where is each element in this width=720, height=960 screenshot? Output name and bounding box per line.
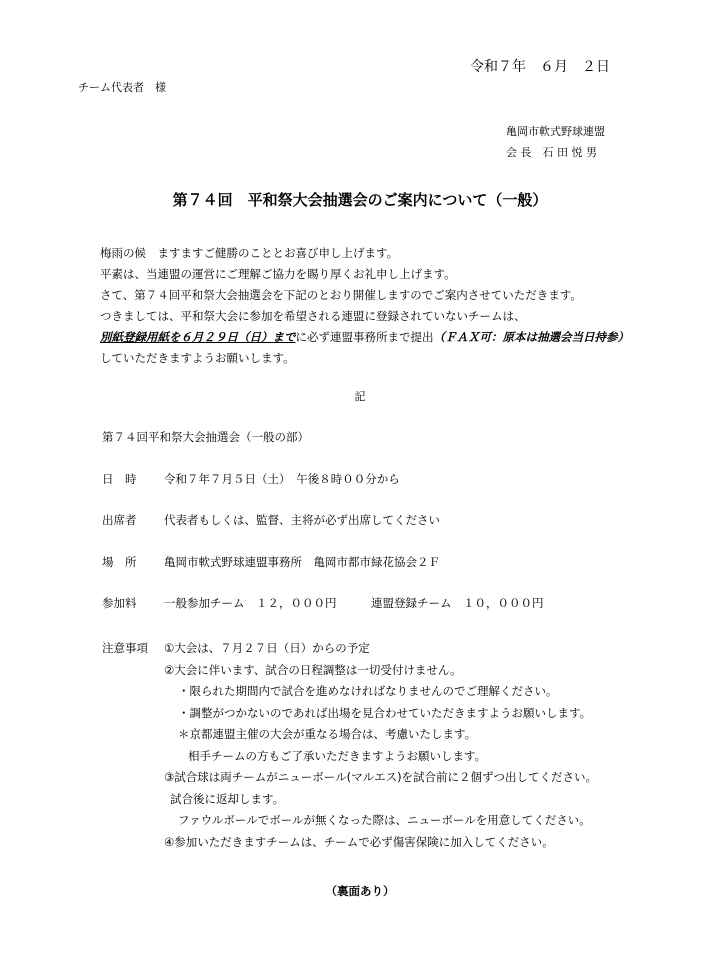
note-subitem: ファウルボールでボールが無くなった際は、ニューボールを用意してください。 (178, 813, 591, 827)
deadline-emphasis: 別紙登録用紙を６月２９日（日）まで (100, 330, 296, 344)
detail-attendee (102, 515, 440, 527)
intro-line-deadline (100, 327, 629, 348)
note-item: ④参加いただきますチームは、チームで必ず傷害保険に加入してください。 (164, 834, 554, 849)
sender-organization: 亀岡市軟式野球連盟 (506, 125, 605, 138)
intro-line: さて、第７４回平和祭大会抽選会を下記のとおり開催しますのでご案内させていただきます。 (100, 288, 582, 302)
detail-fee (102, 598, 544, 610)
detail-label: 参加料 (102, 596, 137, 610)
intro-line: していただきますようお願いします。 (100, 351, 295, 365)
event-title: 第７４回平和祭大会抽選会（一般の部） (102, 430, 309, 444)
note-item: ①大会は、７月２７日（日）からの予定 (164, 641, 370, 655)
detail-label: 場 所 (102, 555, 137, 569)
note-item: ②大会に伴います、試合の日程調整は一切受付けません。 (164, 662, 462, 677)
detail-place (102, 557, 440, 569)
note-subitem: ・調整がつかないのであれば出場を見合わせていただきますようお願いします。 (178, 705, 592, 720)
note-subitem: ＊京都連盟主催の大会が重なる場合は、考慮いたします。 (178, 727, 477, 741)
reverse-side-note: （裏面あり） (325, 884, 395, 898)
detail-value: 亀岡市軟式野球連盟事務所 亀岡市都市緑花協会２Ｆ (164, 555, 440, 569)
detail-label: 日 時 (102, 472, 137, 486)
sender-chair: 会 長 石 田 悦 男 (506, 146, 597, 159)
ki-heading: 記 (354, 390, 366, 403)
addressee: チーム代表者 様 (78, 81, 166, 94)
detail-value: 令和７年７月５日（土） 午後８時００分から (164, 472, 400, 486)
intro-paragraph (100, 243, 629, 369)
document-date: 令和７年 ６月 ２日 (470, 59, 610, 75)
document-title: 第７４回 平和祭大会抽選会のご案内について（一般） (172, 191, 548, 209)
intro-line: 平素は、当連盟の運営にご理解ご協力を賜り厚くお礼申し上げます。 (100, 267, 456, 281)
detail-value: 代表者もしくは、監督、主将が必ず出席してください (164, 513, 440, 527)
sender-block (506, 121, 605, 163)
detail-datetime (102, 474, 400, 486)
notes-section (102, 638, 597, 853)
note-subitem: 試合後に返却します。 (170, 791, 285, 806)
notes-label: 注意事項 (102, 641, 148, 655)
note-item: ③試合球は両チームがニューボール(マルエス)を試合前に２個ずつ出してください。 (164, 770, 598, 784)
detail-label: 出席者 (102, 513, 137, 527)
note-subitem: 相手チームの方もご了承いただきますようお願いします。 (188, 748, 487, 763)
intro-line: つきましては、平和祭大会に参加を希望される連盟に登録されていないチームは、 (100, 309, 526, 323)
intro-line: 梅雨の候 ますますご健勝のこととお喜び申し上げます。 (100, 246, 399, 260)
deadline-middle: に必ず連盟事務所まで提出 (295, 330, 434, 344)
fax-note: （ＦＡＸ可：原本は抽選会当日持参） (433, 330, 629, 344)
note-subitem: ・限られた期間内で試合を進めなければなりませんのでご理解ください。 (178, 684, 558, 698)
detail-value: 一般参加チーム １２，０００円 連盟登録チーム １０，０００円 (164, 596, 544, 610)
